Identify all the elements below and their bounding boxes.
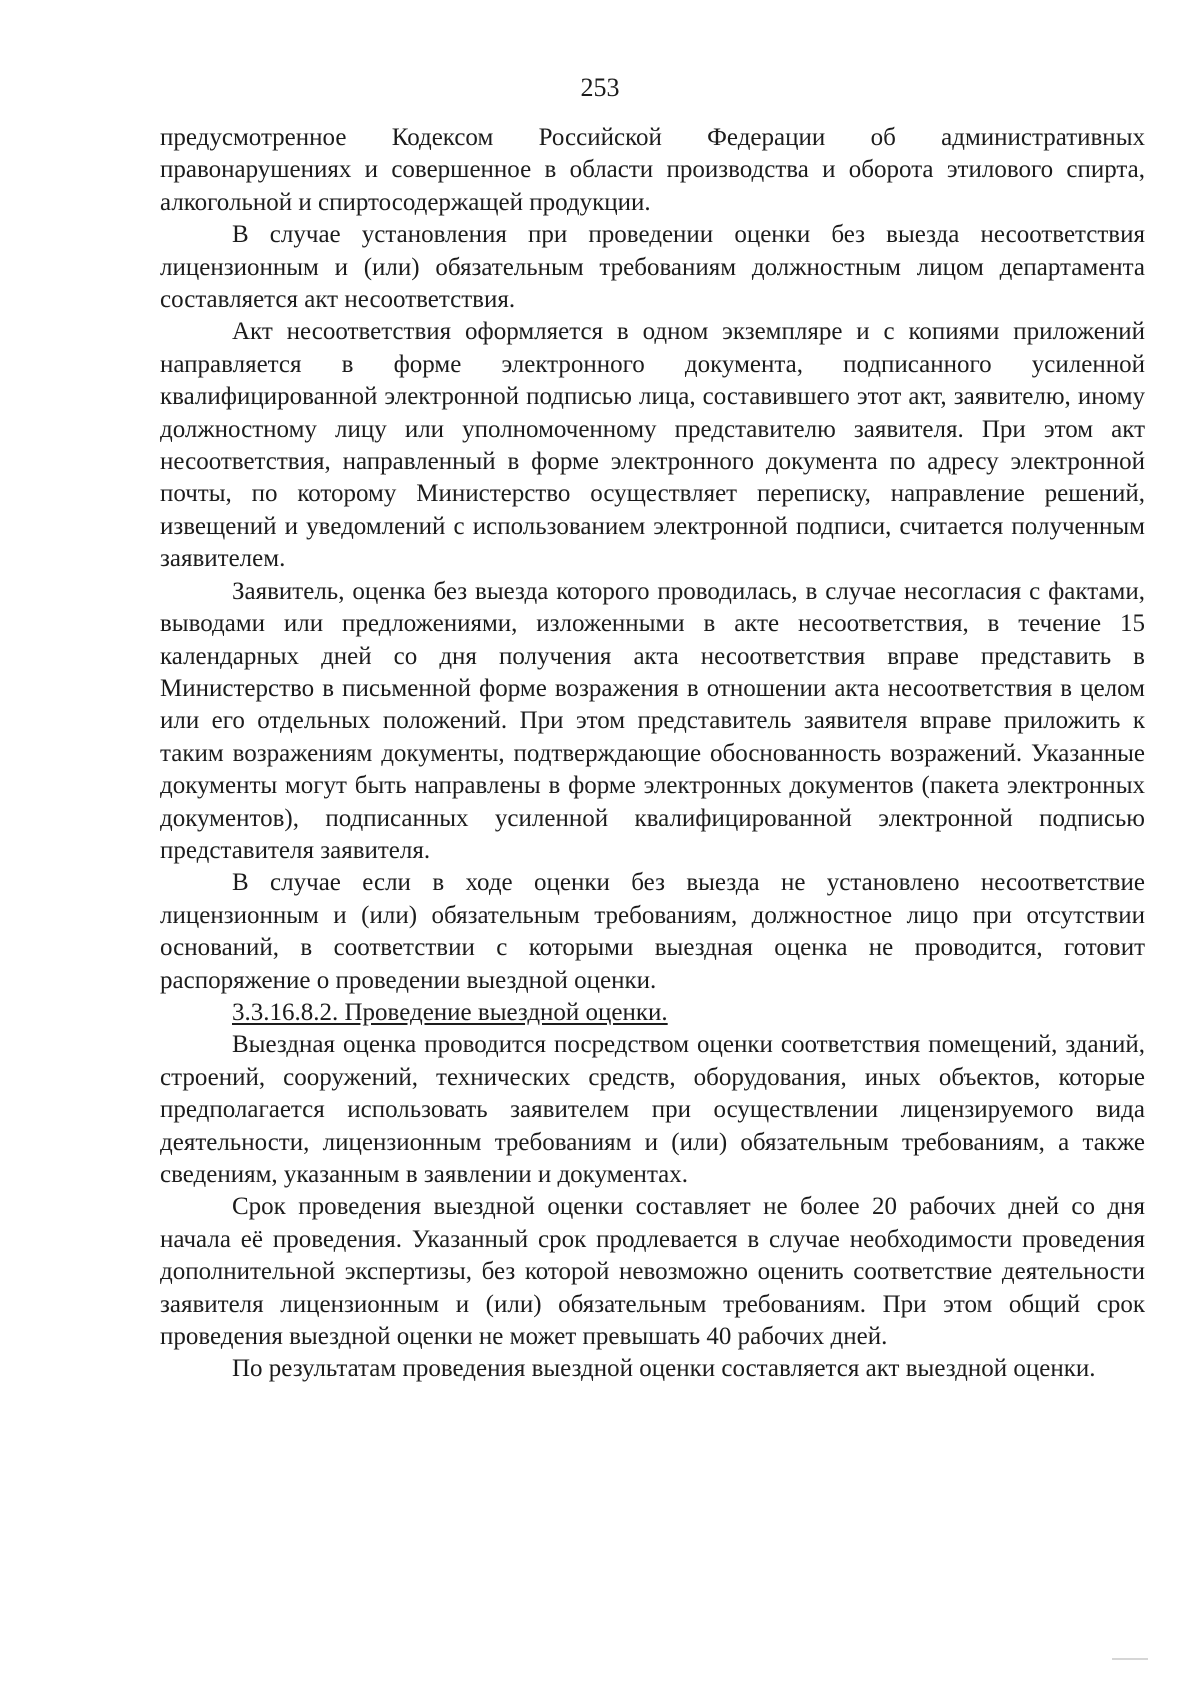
section-heading-text: 3.3.16.8.2. Проведение выездной оценки.	[232, 998, 668, 1026]
section-heading	[160, 997, 1145, 1029]
document-body	[160, 122, 1145, 1386]
paragraph-onsite-assessment: Выездная оценка проводится посредством оценки соответствия помещений, зданий, строений, сооружений, технических средств, оборудования, иных объектов, которые предполагается использовать заявителем при осуществлении лицензируемого вида деятельности, лицензионным требованиям и (или) обязательным требованиям, а также сведениям, указанным в заявлении и документах.	[160, 1031, 1145, 1188]
paragraph-no-nonconformity: В случае если в ходе оценки без выезда не установлено несоответствие лицензионным и (или) обязательным требованиям, должностное лицо при отсутствии оснований, в соответствии с которыми выездная оценка не проводится, готовит распоряжение о проведении выездной оценки.	[160, 869, 1145, 994]
paragraph-continuation: предусмотренное Кодексом Российской Федерации об административных правонарушениях и совершенное в области производства и оборота этилового спирта, алкогольной и спиртосодержащей продукции.	[160, 124, 1145, 216]
paragraph-objections: Заявитель, оценка без выезда которого проводилась, в случае несогласия с фактами, выводами или предложениями, изложенными в акте несоответствия, в течение 15 календарных дней со дня получения акта несоответствия вправе представить в Министерство в письменной форме возражения в отношении акта несоответствия в целом или его отдельных положений. При этом представитель заявителя вправе приложить к таким возражениям документы, подтверждающие обоснованность возражений. Указанные документы могут быть направлены в форме электронных документов (пакета электронных документов), подписанных усиленной квалифицированной электронной подписью представителя заявителя.	[160, 577, 1145, 864]
scan-mark	[1112, 1658, 1148, 1660]
paragraph-assessment-term: Срок проведения выездной оценки составляет не более 20 рабочих дней со дня начала её проведения. Указанный срок продлевается в случае необходимости проведения дополнительной экспертизы, без которой невозможно оценить соответствие деятельности заявителя лицензионным и (или) обязательным требованиям. При этом общий срок проведения выездной оценки не может превышать 40 рабочих дней.	[160, 1193, 1145, 1351]
page-number: 253	[580, 73, 620, 102]
paragraph-act-delivery: Акт несоответствия оформляется в одном экземпляре и с копиями приложений направляется в форме электронного документа, подписанного усиленной квалифицированной электронной подписью лица, составившего этот акт, заявителю, иному должностному лицу или уполномоченному представителю заявителя. При этом акт несоответствия, направленный в форме электронного документа по адресу электронной почты, по которому Министерство осуществляет переписку, направление решений, извещений и уведомлений с использованием электронной подписи, считается полученным заявителем.	[160, 318, 1145, 573]
paragraph-nonconformity-act: В случае установления при проведении оценки без выезда несоответствия лицензионным и (или) обязательным требованиям должностным лицом департамента составляется акт несоответствия.	[160, 221, 1145, 314]
paragraph-assessment-result: По результатам проведения выездной оценки составляется акт выездной оценки.	[232, 1355, 1096, 1383]
